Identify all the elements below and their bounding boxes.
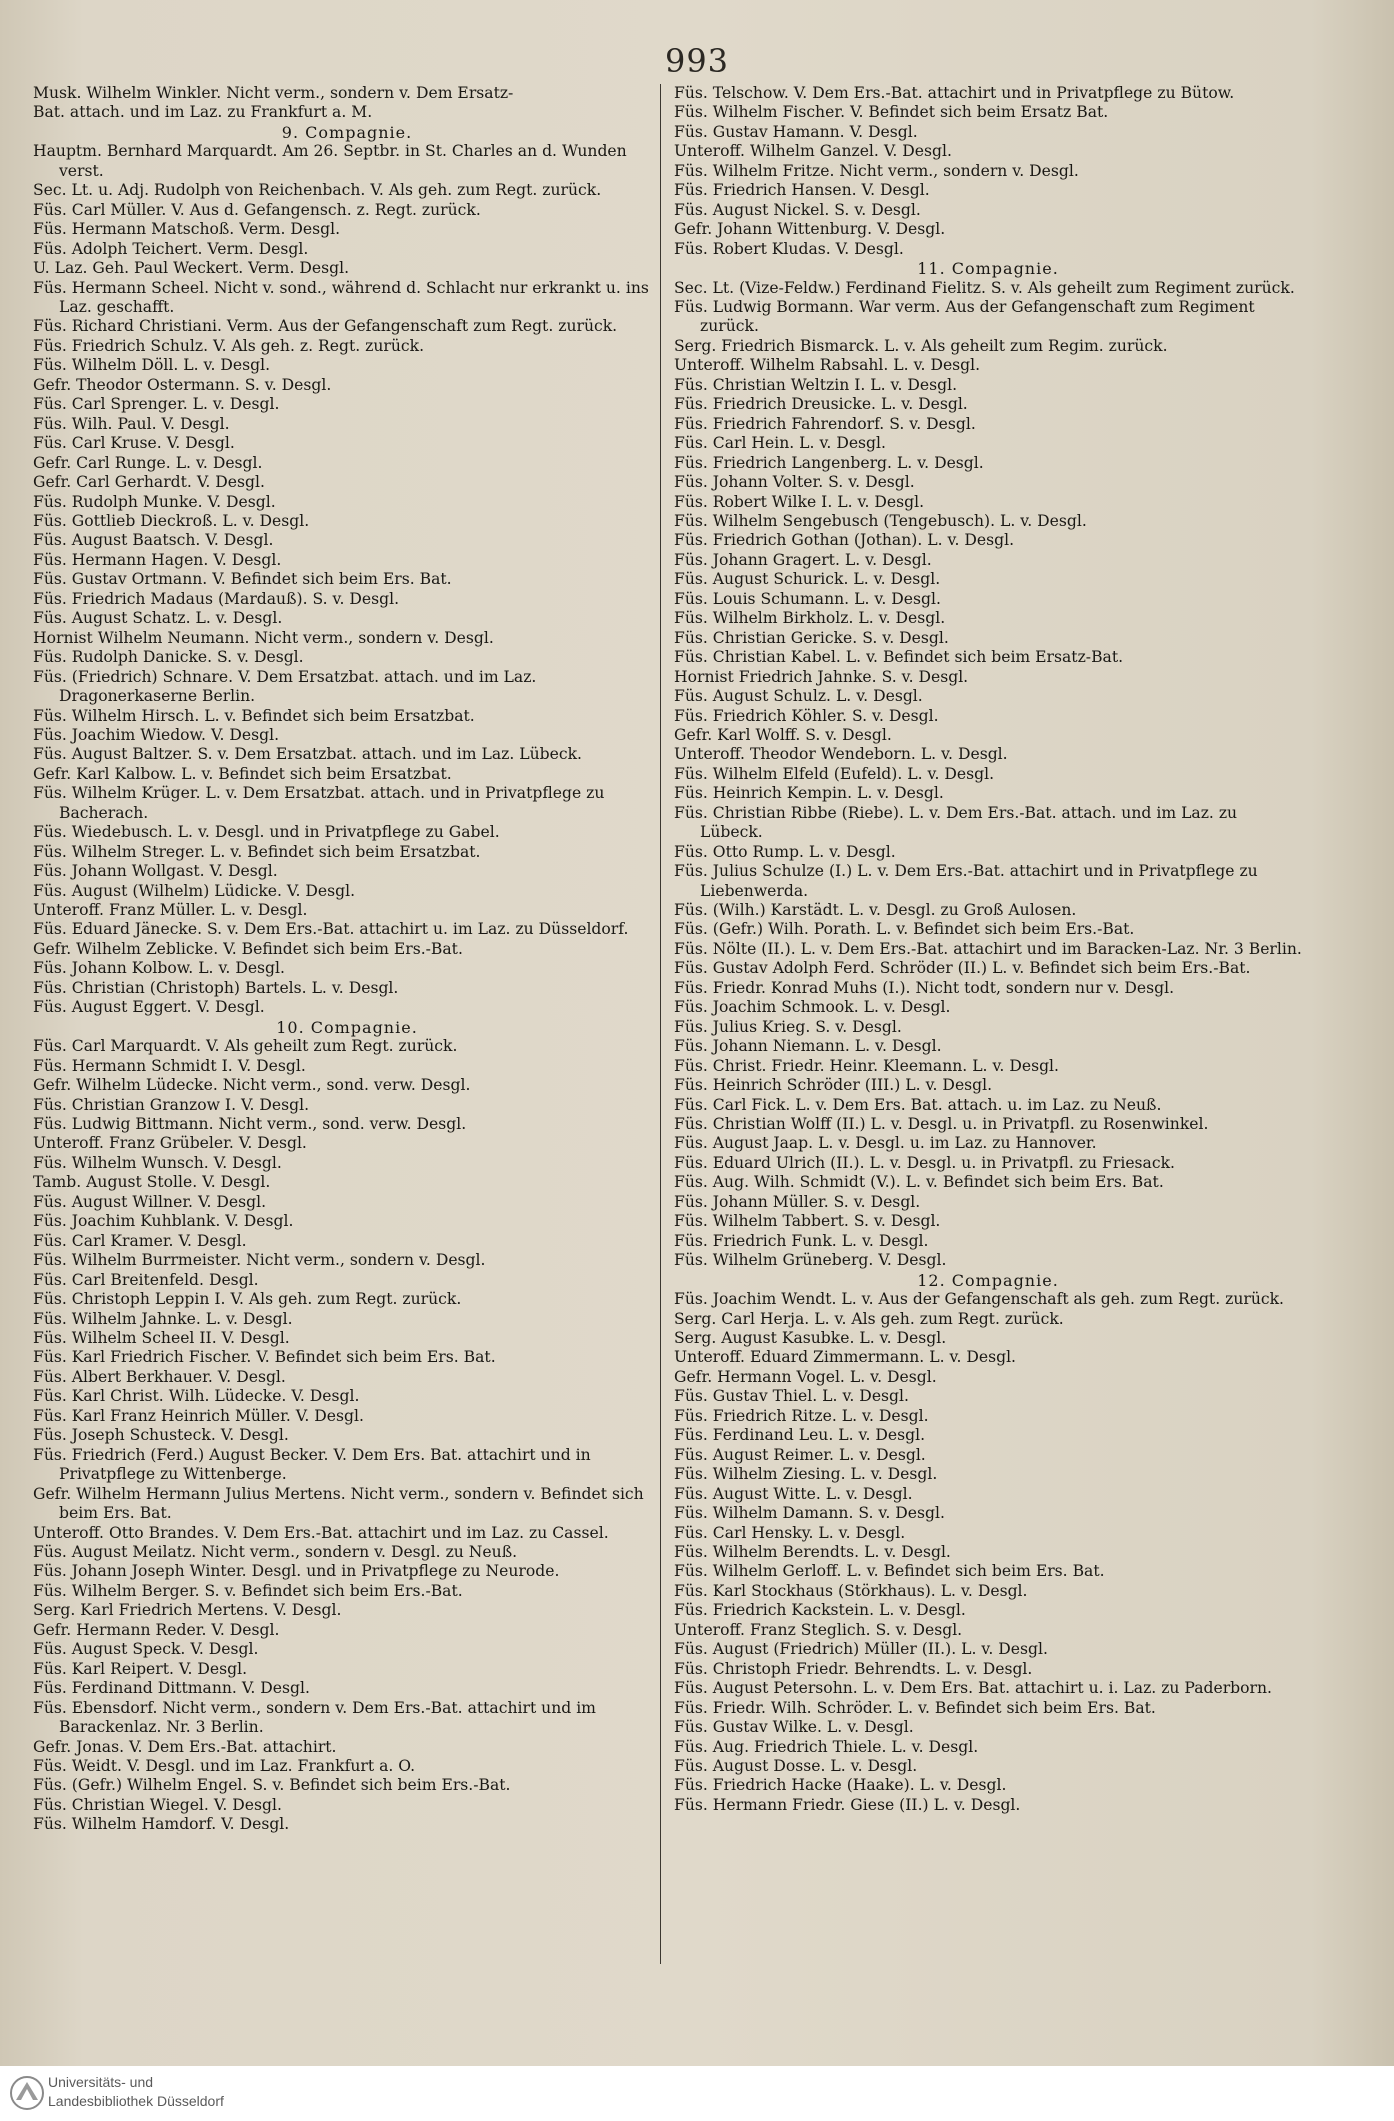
roster-entry: Füs. August Schurick. L. v. Desgl. — [674, 570, 941, 589]
roster-entry: Füs. Wiedebusch. L. v. Desgl. und in Privatpflege zu Gabel. — [33, 823, 500, 842]
roster-entry: Füs. August Jaap. L. v. Desgl. u. im Laz. zu Hannover. — [674, 1134, 1097, 1153]
roster-entry: Füs. Heinrich Schröder (III.) L. v. Desgl. — [674, 1076, 993, 1095]
roster-entry: Füs. Johann Joseph Winter. Desgl. und in Privatpflege zu Neurode. — [33, 1562, 560, 1581]
roster-entry: Gefr. Jonas. V. Dem Ers.-Bat. attachirt. — [33, 1737, 337, 1756]
roster-entry: Serg. August Kasubke. L. v. Desgl. — [674, 1329, 947, 1347]
roster-entry: Unteroff. Franz Müller. L. v. Desgl. — [33, 901, 308, 920]
roster-entry: Füs. Carl Hensky. L. v. Desgl. — [674, 1523, 906, 1542]
roster-entry: Füs. Carl Sprenger. L. v. Desgl. — [33, 395, 280, 414]
roster-entry: Füs. Eduard Jänecke. S. v. Dem Ers.-Bat. attachirt u. im Laz. zu Düsseldorf. — [33, 920, 629, 939]
roster-entry: Füs. August Baatsch. V. Desgl. — [33, 531, 274, 550]
roster-entry: Füs. Gottlieb Dieckroß. L. v. Desgl. — [33, 511, 310, 530]
roster-entry: Füs. Wilhelm Jahnke. L. v. Desgl. — [33, 1309, 293, 1328]
roster-entry: Füs. August Baltzer. S. v. Dem Ersatzbat. attach. und im Laz. Lübeck. — [33, 745, 583, 764]
roster-entry: Hornist Friedrich Jahnke. S. v. Desgl. — [674, 667, 969, 686]
roster-entry: Füs. (Gefr.) Wilh. Porath. L. v. Befindet sich beim Ers.-Bat. — [674, 920, 1135, 939]
roster-entry: Füs. Joachim Wendt. L. v. Aus der Gefangenschaft als geh. zum Regt. zurück. — [674, 1290, 1284, 1309]
roster-entry: Füs. August Dosse. L. v. Desgl. — [674, 1756, 918, 1775]
roster-entry: Füs. August (Wilhelm) Lüdicke. V. Desgl. — [33, 881, 356, 900]
roster-entry: Füs. Joachim Kuhblank. V. Desgl. — [33, 1212, 294, 1231]
roster-entry: Unteroff. Franz Steglich. S. v. Desgl. — [674, 1620, 963, 1639]
roster-entry: Füs. Gustav Thiel. L. v. Desgl. — [674, 1387, 909, 1406]
roster-entry: Musk. Wilhelm Winkler. Nicht verm., sondern v. Dem Ersatz- — [33, 84, 514, 102]
roster-entry: Gefr. Karl Kalbow. L. v. Befindet sich beim Ersatzbat. — [33, 764, 452, 783]
roster-entry: Füs. Christian Weltzin I. L. v. Desgl. — [674, 375, 958, 394]
roster-entry: Füs. Ferdinand Dittmann. V. Desgl. — [33, 1679, 310, 1698]
roster-entry: Füs. Wilhelm Damann. S. v. Desgl. — [674, 1504, 945, 1523]
page-number: 993 — [664, 42, 730, 80]
roster-entry: Bat. attach. und im Laz. zu Frankfurt a. M. — [33, 103, 373, 122]
company-heading: 9. Compagnie. — [281, 122, 413, 142]
roster-entry: Hauptm. Bernhard Marquardt. Am 26. Septbr. in St. Charles an d. Wunden verst. — [33, 142, 627, 180]
company-heading: 10. Compagnie. — [276, 1017, 418, 1037]
roster-entry: Füs. Christian (Christoph) Bartels. L. v. Desgl. — [33, 978, 399, 997]
roster-entry: Füs. Wilhelm Birkholz. L. v. Desgl. — [674, 609, 946, 628]
roster-entry: Gefr. Theodor Ostermann. S. v. Desgl. — [33, 375, 332, 394]
roster-entry: Füs. Julius Krieg. S. v. Desgl. — [674, 1017, 902, 1036]
roster-entry: Füs. Wilhelm Hirsch. L. v. Befindet sich beim Ersatzbat. — [33, 706, 475, 725]
roster-entry: Serg. Karl Friedrich Mertens. V. Desgl. — [33, 1601, 342, 1620]
roster-entry: Füs. Friedrich Dreusicke. L. v. Desgl. — [674, 395, 968, 414]
roster-entry: Füs. Hermann Hagen. V. Desgl. — [33, 550, 282, 569]
roster-entry: Füs. Wilhelm Scheel II. V. Desgl. — [33, 1329, 290, 1347]
roster-entry: Füs. Carl Hein. L. v. Desgl. — [674, 434, 886, 453]
roster-entry: Gefr. Hermann Vogel. L. v. Desgl. — [674, 1367, 937, 1386]
roster-entry: Füs. Friedrich Hansen. V. Desgl. — [674, 181, 930, 200]
roster-entry: Füs. Wilhelm Sengebusch (Tengebusch). L. v. Desgl. — [674, 511, 1087, 530]
roster-entry: Füs. Gustav Hamann. V. Desgl. — [674, 122, 918, 141]
roster-entry: Füs. Christoph Friedr. Behrendts. L. v. Desgl. — [674, 1659, 1033, 1678]
roster-entry: Füs. Friedrich Hacke (Haake). L. v. Desgl. — [674, 1776, 1007, 1795]
roster-entry: Füs. Friedrich Madaus (Mardauß). S. v. Desgl. — [33, 589, 400, 608]
footer-institution-line1: Universitäts- und — [48, 2074, 154, 2090]
roster-entry: Füs. Christian Gericke. S. v. Desgl. — [674, 628, 949, 647]
roster-entry: Serg. Friedrich Bismarck. L. v. Als geheilt zum Regim. zurück. — [674, 336, 1168, 355]
roster-entry: Füs. Friedrich Fahrendorf. S. v. Desgl. — [674, 414, 976, 433]
roster-entry: Gefr. Karl Wolff. S. v. Desgl. — [674, 725, 892, 744]
roster-entry: Füs. Nölte (II.). L. v. Dem Ers.-Bat. attachirt und im Baracken-Laz. Nr. 3 Berlin. — [674, 939, 1302, 958]
library-logo-icon — [8, 2074, 46, 2112]
roster-entry: Unteroff. Eduard Zimmermann. L. v. Desgl. — [674, 1348, 1017, 1367]
roster-entry: Füs. Gustav Adolph Ferd. Schröder (II.) L. v. Befindet sich beim Ers.-Bat. — [674, 959, 1251, 978]
roster-entry: Füs. Carl Fick. L. v. Dem Ers. Bat. attach. u. im Laz. zu Neuß. — [674, 1095, 1162, 1114]
roster-entry: Füs. Christian Granzow I. V. Desgl. — [33, 1095, 310, 1114]
roster-entry: Füs. Carl Müller. V. Aus d. Gefangensch. z. Regt. zurück. — [33, 200, 481, 219]
roster-entry: Gefr. Carl Gerhardt. V. Desgl. — [33, 473, 265, 492]
roster-entry: Serg. Carl Herja. L. v. Als geh. zum Regt. zurück. — [674, 1309, 1064, 1328]
roster-entry: Sec. Lt. (Vize-Feldw.) Ferdinand Fielitz. S. v. Als geheilt zum Regiment zurück. — [674, 278, 1295, 297]
roster-entry: Füs. Rudolph Danicke. S. v. Desgl. — [33, 648, 304, 667]
roster-entry: Füs. August Schulz. L. v. Desgl. — [674, 687, 923, 706]
roster-entry: Füs. Friedrich (Ferd.) August Becker. V. Dem Ers. Bat. attachirt und in Privatpflege zu Wittenberge. — [33, 1445, 591, 1484]
roster-entry: Füs. Johann Niemann. L. v. Desgl. — [674, 1037, 942, 1056]
roster-entry: Füs. Gustav Ortmann. V. Befindet sich beim Ers. Bat. — [33, 570, 452, 589]
roster-entry: Füs. Friedr. Konrad Muhs (I.). Nicht todt, sondern nur v. Desgl. — [674, 978, 1175, 997]
roster-entry: Füs. Aug. Friedrich Thiele. L. v. Desgl. — [674, 1737, 979, 1756]
roster-entry: Füs. Johann Wollgast. V. Desgl. — [33, 862, 278, 881]
roster-entry: Füs. Wilhelm Hamdorf. V. Desgl. — [33, 1815, 290, 1834]
roster-entry: Füs. Wilhelm Gerloff. L. v. Befindet sich beim Ers. Bat. — [674, 1562, 1105, 1581]
roster-entry: Füs. (Gefr.) Wilhelm Engel. S. v. Befindet sich beim Ers.-Bat. — [33, 1776, 511, 1795]
roster-entry: Füs. Robert Kludas. V. Desgl. — [674, 239, 904, 258]
roster-entry: Füs. Christian Wolff (II.) L. v. Desgl. u. in Privatpfl. zu Rosenwinkel. — [674, 1115, 1209, 1134]
roster-entry: Füs. Friedr. Wilh. Schröder. L. v. Befindet sich beim Ers. Bat. — [674, 1698, 1156, 1717]
roster-entry: Unteroff. Otto Brandes. V. Dem Ers.-Bat. attachirt und im Laz. zu Cassel. — [33, 1523, 609, 1542]
roster-entry: Gefr. Wilhelm Hermann Julius Mertens. Nicht verm., sondern v. Befindet sich beim Ers. Bat. — [33, 1484, 644, 1523]
roster-entry: Füs. Johann Gragert. L. v. Desgl. — [674, 550, 932, 569]
roster-entry: Füs. Karl Christ. Wilh. Lüdecke. V. Desgl. — [33, 1387, 360, 1406]
roster-entry: Füs. Wilhelm Ziesing. L. v. Desgl. — [674, 1465, 938, 1484]
roster-entry: Füs. Otto Rump. L. v. Desgl. — [674, 842, 896, 861]
roster-entry: Unteroff. Franz Grübeler. V. Desgl. — [33, 1134, 307, 1153]
company-heading: 12. Compagnie. — [917, 1270, 1059, 1290]
roster-entry: Füs. Christ. Friedr. Heinr. Kleemann. L. v. Desgl. — [674, 1056, 1059, 1075]
roster-entry: Füs. Christian Ribbe (Riebe). L. v. Dem Ers.-Bat. attach. und im Laz. zu Lübeck. — [674, 803, 1238, 842]
roster-entry: Füs. Weidt. V. Desgl. und im Laz. Frankfurt a. O. — [33, 1756, 416, 1775]
roster-entry: Füs. August Schatz. L. v. Desgl. — [33, 609, 283, 628]
roster-entry: Unteroff. Wilhelm Ganzel. V. Desgl. — [674, 142, 952, 161]
roster-entry: Füs. Karl Franz Heinrich Müller. V. Desgl. — [33, 1406, 364, 1425]
roster-entry: Füs. August Reimer. L. v. Desgl. — [674, 1445, 926, 1464]
roster-entry: Füs. Wilhelm Streger. L. v. Befindet sich beim Ersatzbat. — [33, 842, 481, 861]
roster-entry: Füs. Rudolph Munke. V. Desgl. — [33, 492, 276, 511]
roster-entry: Füs. Wilhelm Fischer. V. Befindet sich beim Ersatz Bat. — [674, 103, 1109, 122]
roster-entry: Füs. Robert Wilke I. L. v. Desgl. — [674, 492, 925, 511]
roster-entry: Füs. Wilhelm Döll. L. v. Desgl. — [33, 356, 271, 375]
roster-entry: Füs. August Eggert. V. Desgl. — [33, 998, 265, 1017]
roster-entry: Gefr. Wilhelm Zeblicke. V. Befindet sich beim Ers.-Bat. — [33, 939, 463, 958]
footer-institution-line2: Landesbibliothek Düsseldorf — [48, 2093, 224, 2109]
roster-entry: Sec. Lt. u. Adj. Rudolph von Reichenbach. V. Als geh. zum Regt. zurück. — [33, 181, 602, 200]
roster-entry: Füs. Wilhelm Tabbert. S. v. Desgl. — [674, 1212, 941, 1231]
roster-entry: Tamb. August Stolle. V. Desgl. — [33, 1173, 271, 1192]
roster-entry: Füs. Wilhelm Krüger. L. v. Dem Ersatzbat. attach. und in Privatpflege zu Bacherach. — [33, 784, 605, 822]
roster-entry: Füs. Eduard Ulrich (II.). L. v. Desgl. u. in Privatpfl. zu Friesack. — [674, 1153, 1175, 1172]
roster-entry: Füs. August Nickel. S. v. Desgl. — [674, 200, 921, 219]
roster-entry: Füs. Friedrich Kackstein. L. v. Desgl. — [674, 1601, 966, 1620]
roster-entry: Füs. Carl Breitenfeld. Desgl. — [33, 1270, 259, 1289]
roster-entry: Füs. Julius Schulze (I.) L. v. Dem Ers.-Bat. attachirt und in Privatpflege zu Liebenwerda. — [674, 862, 1258, 900]
roster-entry: Füs. Heinrich Kempin. L. v. Desgl. — [674, 784, 944, 803]
roster-entry: Füs. Wilh. Paul. V. Desgl. — [33, 414, 230, 433]
roster-entry: Füs. Wilhelm Burrmeister. Nicht verm., sondern v. Desgl. — [33, 1251, 486, 1270]
roster-entry: Füs. Richard Christiani. Verm. Aus der Gefangenschaft zum Regt. zurück. — [33, 317, 618, 336]
column-divider — [660, 84, 661, 1964]
roster-entry: Füs. Friedrich Langenberg. L. v. Desgl. — [674, 453, 984, 472]
roster-entry: Gefr. Hermann Reder. V. Desgl. — [33, 1620, 280, 1639]
roster-entry: Füs. Wilhelm Fritze. Nicht verm., sondern v. Desgl. — [674, 161, 1079, 180]
roster-entry: Füs. August Petersohn. L. v. Dem Ers. Bat. attachirt u. i. Laz. zu Paderborn. — [674, 1679, 1272, 1698]
roster-entry: Füs. August Witte. L. v. Desgl. — [674, 1484, 913, 1503]
roster-entry: Füs. Ludwig Bormann. War verm. Aus der Gefangenschaft zum Regiment zurück. — [674, 297, 1255, 336]
roster-entry: Füs. Hermann Friedr. Giese (II.) L. v. Desgl. — [674, 1795, 1021, 1814]
roster-entry: Füs. August (Friedrich) Müller (II.). L. v. Desgl. — [674, 1640, 1048, 1659]
roster-entry: Füs. Carl Kramer. V. Desgl. — [33, 1231, 247, 1250]
roster-entry: Füs. Wilhelm Berendts. L. v. Desgl. — [674, 1542, 951, 1561]
roster-entry: Füs. Friedrich Ritze. L. v. Desgl. — [674, 1406, 929, 1425]
roster-entry: Füs. August Willner. V. Desgl. — [33, 1192, 267, 1211]
roster-entry: Füs. Christian Wiegel. V. Desgl. — [33, 1795, 282, 1814]
roster-entry: Füs. Wilhelm Elfeld (Eufeld). L. v. Desgl. — [674, 764, 995, 783]
roster-entry: Unteroff. Theodor Wendeborn. L. v. Desgl. — [674, 745, 1008, 764]
roster-entry: Füs. Joseph Schusteck. V. Desgl. — [33, 1426, 289, 1445]
roster-entry: U. Laz. Geh. Paul Weckert. Verm. Desgl. — [33, 259, 350, 278]
roster-entry: Füs. Johann Müller. S. v. Desgl. — [674, 1192, 921, 1211]
right-column — [674, 84, 1302, 1815]
company-heading: 11. Compagnie. — [917, 259, 1059, 279]
roster-entry: Füs. Carl Marquardt. V. Als geheilt zum Regt. zurück. — [33, 1037, 458, 1056]
roster-entry: Gefr. Wilhelm Lüdecke. Nicht verm., sond. verw. Desgl. — [33, 1076, 471, 1095]
roster-entry: Füs. Ferdinand Leu. L. v. Desgl. — [674, 1426, 926, 1445]
roster-entry: Füs. Adolph Teichert. Verm. Desgl. — [33, 239, 309, 258]
roster-entry: Füs. August Speck. V. Desgl. — [33, 1640, 259, 1659]
roster-entry: Füs. Joachim Schmook. L. v. Desgl. — [674, 998, 951, 1017]
roster-entry: Füs. Friedrich Gothan (Jothan). L. v. Desgl. — [674, 531, 1015, 550]
roster-entry: Füs. (Friedrich) Schnare. V. Dem Ersatzbat. attach. und im Laz. Dragonerkaserne Berlin. — [33, 667, 537, 706]
roster-entry: Füs. Albert Berkhauer. V. Desgl. — [33, 1367, 286, 1386]
roster-entry: Füs. Wilhelm Wunsch. V. Desgl. — [33, 1153, 282, 1172]
roster-entry: Füs. Wilhelm Berger. S. v. Befindet sich beim Ers.-Bat. — [33, 1581, 463, 1600]
roster-entry: Füs. Karl Stockhaus (Störkhaus). L. v. Desgl. — [674, 1581, 1028, 1600]
roster-entry: Füs. Carl Kruse. V. Desgl. — [33, 434, 235, 453]
roster-entry: Gefr. Johann Wittenburg. V. Desgl. — [674, 220, 946, 239]
roster-entry: Unteroff. Wilhelm Rabsahl. L. v. Desgl. — [674, 356, 981, 375]
roster-entry: Füs. August Meilatz. Nicht verm., sondern v. Desgl. zu Neuß. — [33, 1542, 518, 1561]
roster-entry: Hornist Wilhelm Neumann. Nicht verm., sondern v. Desgl. — [33, 628, 494, 647]
roster-entry: Füs. Karl Friedrich Fischer. V. Befindet sich beim Ers. Bat. — [33, 1348, 496, 1367]
roster-entry: Füs. Aug. Wilh. Schmidt (V.). L. v. Befindet sich beim Ers. Bat. — [674, 1173, 1164, 1192]
roster-entry: Füs. Gustav Wilke. L. v. Desgl. — [674, 1718, 914, 1737]
roster-entry: Füs. Wilhelm Grüneberg. V. Desgl. — [674, 1251, 947, 1270]
roster-entry: Füs. Ludwig Bittmann. Nicht verm., sond. verw. Desgl. — [33, 1115, 467, 1134]
roster-entry: Füs. Karl Reipert. V. Desgl. — [33, 1659, 248, 1678]
roster-entry: Füs. Christoph Leppin I. V. Als geh. zum Regt. zurück. — [33, 1290, 462, 1309]
roster-entry: Füs. Ebensdorf. Nicht verm., sondern v. Dem Ers.-Bat. attachirt und im Barackenlaz. Nr. 3 Berlin. — [33, 1698, 596, 1737]
roster-entry: Füs. Louis Schumann. L. v. Desgl. — [674, 589, 941, 608]
roster-entry: Füs. Friedrich Köhler. S. v. Desgl. — [674, 706, 939, 725]
roster-entry: Füs. Johann Volter. S. v. Desgl. — [674, 473, 915, 492]
roster-entry: Füs. Hermann Scheel. Nicht v. sond., während d. Schlacht nur erkrankt u. ins Laz. geschafft. — [33, 278, 649, 316]
roster-entry: Füs. Friedrich Schulz. V. Als geh. z. Regt. zurück. — [33, 336, 425, 355]
left-column — [33, 84, 661, 1835]
roster-entry: Füs. Hermann Schmidt I. V. Desgl. — [33, 1056, 306, 1075]
roster-entry: Füs. Hermann Matschoß. Verm. Desgl. — [33, 220, 341, 239]
roster-entry: Füs. Friedrich Funk. L. v. Desgl. — [674, 1231, 929, 1250]
roster-entry: Füs. Telschow. V. Dem Ers.-Bat. attachirt und in Privatpflege zu Bütow. — [674, 84, 1235, 102]
roster-entry: Füs. (Wilh.) Karstädt. L. v. Desgl. zu Groß Aulosen. — [674, 901, 1077, 920]
library-footer — [0, 2066, 1394, 2121]
roster-entry: Füs. Johann Kolbow. L. v. Desgl. — [33, 959, 285, 978]
roster-entry: Füs. Joachim Wiedow. V. Desgl. — [33, 725, 280, 744]
roster-entry: Gefr. Carl Runge. L. v. Desgl. — [33, 453, 263, 472]
roster-entry: Füs. Christian Kabel. L. v. Befindet sich beim Ersatz-Bat. — [674, 648, 1124, 667]
